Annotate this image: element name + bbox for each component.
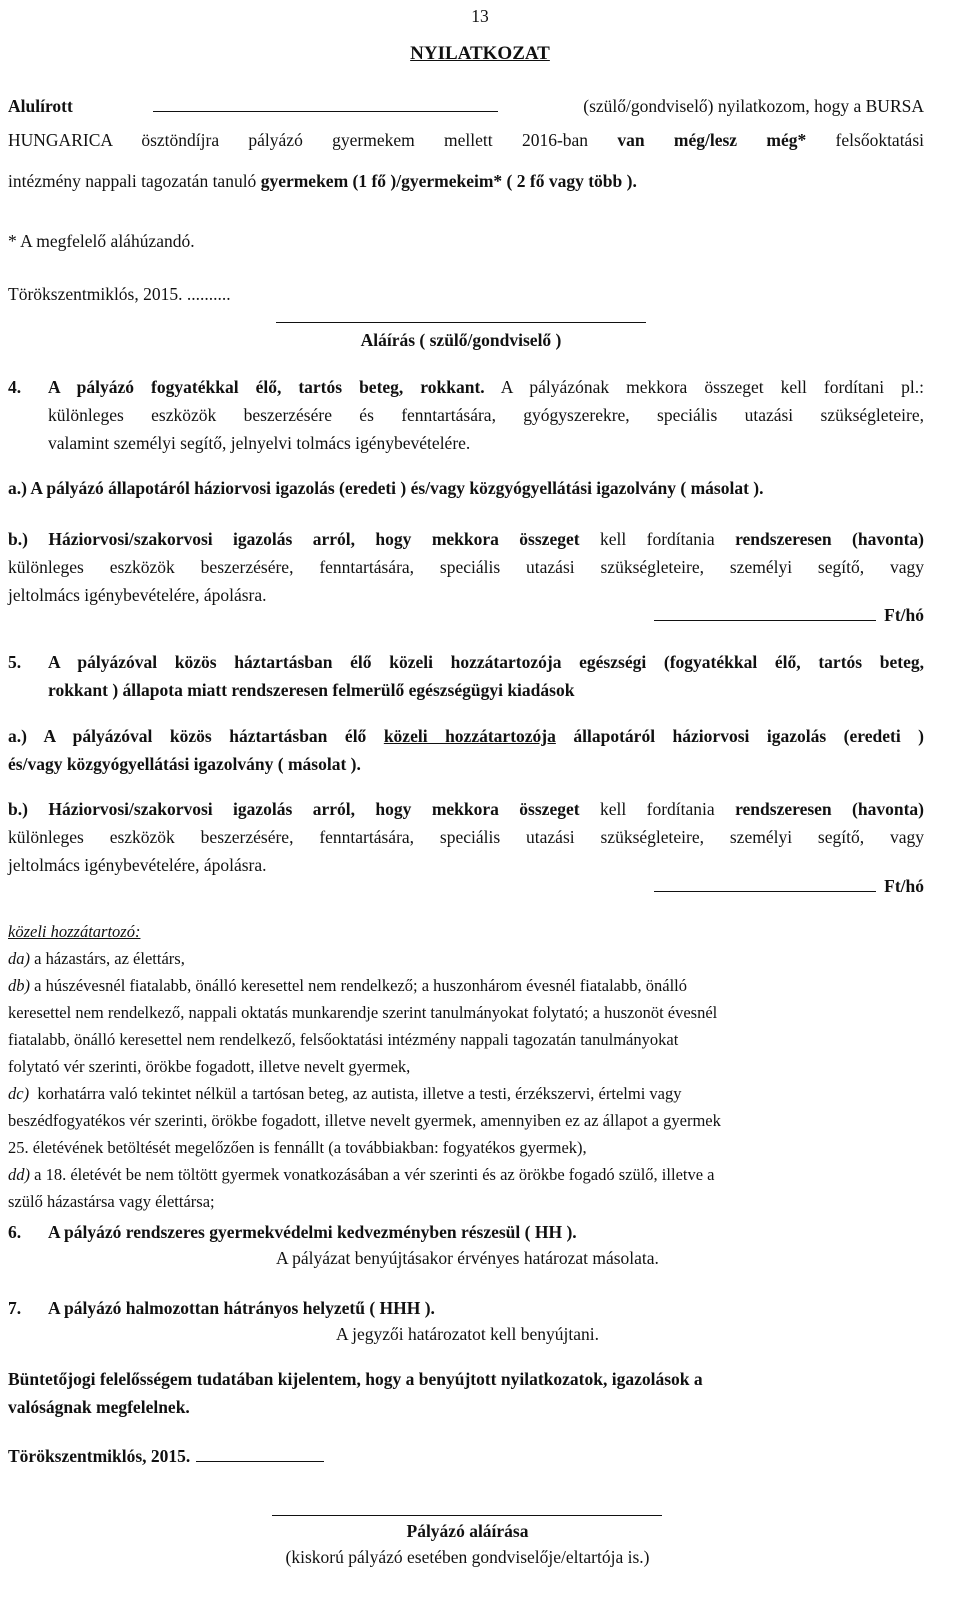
section-4b: b.) Háziorvosi/szakorvosi igazolás arról, hogy mekkora összeget kell fordítania rendszeresen (havonta) különleges eszközök beszerzésére, fenntartására, speciális utazási szükségleteire, személyi segítő, vagy jeltolmács igénybevételére, ápolásra.	[8, 529, 925, 605]
place-date-2: Törökszentmiklós, 2015.	[8, 1446, 191, 1466]
section-7-note: A jegyzői határozatot kell benyújtani.	[336, 1324, 599, 1344]
place-date-2-row	[8, 1442, 324, 1470]
intro-l1-rest: (szülő/gondviselő) nyilatkozom, hogy a BURSA	[583, 96, 924, 116]
place-date-1: Törökszentmiklós, 2015. ..........	[8, 284, 231, 304]
signature-note-2: (kiskorú pályázó esetében gondviselője/eltartója is.)	[285, 1547, 650, 1567]
amount-row-4: Ft/hó	[654, 600, 924, 629]
section-5: 5. A pályázóval közös háztartásban élő közeli hozzátartozója egészségi (fogyatékkal élő, tartós beteg, rokkant ) állapota miatt rendszeresen felmerülő egészségügyi kiadások	[8, 652, 924, 700]
signature-line-2	[272, 1515, 662, 1516]
section-4a: a.) A pályázó állapotáról háziorvosi igazolás (eredeti ) és/vagy közgyógyellátási igazolvány ( másolat ).	[8, 478, 764, 498]
amount-blank-5	[654, 871, 876, 892]
amount-blank-4	[654, 600, 876, 621]
intro-line-1	[8, 91, 924, 120]
signature-label-1: Aláírás ( szülő/gondviselő )	[360, 330, 562, 350]
definition-block: közeli hozzátartozó: da) a házastárs, az élettárs, db) a húszévesnél fiatalabb, önálló keresettel nem rendelkező; a huszonhárom évesnél fiatalabb, önálló keresettel nem rendelkező, nappali oktatás munkarendje szerint tanulmányokat folytató; a huszonöt évesnél fiatalabb, önálló keresettel nem rendelkező, felsőoktatási intézmény nappali tagozatán tanulmányokat folytató vér szerinti, örökbe fogadott, illetve nevelt gyermek, dc) korhatárra való tekintet nélkül a tartósan beteg, az autista, illetve a testi, érzékszervi, értelmi vagy beszédfogyatékos vér szerinti, örökbe fogadott, illetve nevelt gyermek, amennyiben ez az állapot a gyermek 25. életévének betöltését megelőzően is fennállt (a továbbiakban: fogyatékos gyermek), dd) a 18. életévét be nem töltött gyermek vonatkozásában a vér szerinti és az örökbe fogadó szülő, illetve a szülő házastársa vagy élettársa;	[8, 918, 924, 1215]
intro-line-3: intézmény nappali tagozatán tanuló gyermekem (1 fő )/gyermekeim* ( 2 fő vagy több ).	[8, 171, 637, 191]
signature-line-1	[276, 322, 646, 323]
signature-label-2: Pályázó aláírása	[406, 1521, 529, 1541]
amount-row-5: Ft/hó	[654, 871, 924, 900]
section-4: 4. A pályázó fogyatékkal élő, tartós beteg, rokkant. A pályázónak mekkora összeget kell fordítani pl.: különleges eszközök beszerzésére és fenntartására, gyógyszerekre, speciális utazási szükségleteire, valamint személyi segítő, jelnyelvi tolmács igénybevételére.	[8, 377, 924, 453]
closing-statement: Büntetőjogi felelősségem tudatában kijelentem, hogy a benyújtott nyilatkozatok, igazolások a valóságnak megfelelnek.	[8, 1369, 703, 1417]
section-6-note: A pályázat benyújtásakor érvényes határozat másolata.	[276, 1248, 659, 1268]
section-5b: b.) Háziorvosi/szakorvosi igazolás arról, hogy mekkora összeget kell fordítania rendszeresen (havonta) különleges eszközök beszerzésére, fenntartására, speciális utazási szükségleteire, személyi segítő, vagy jeltolmács igénybevételére, ápolásra.	[8, 799, 925, 875]
page-number: 13	[471, 6, 489, 26]
name-blank	[153, 91, 498, 112]
date-blank	[196, 1443, 324, 1462]
footnote: * A megfelelő aláhúzandó.	[8, 231, 195, 251]
intro-line-2: HUNGARICA ösztöndíjra pályázó gyermekem mellett 2016-ban van még/lesz még* felsőoktatási	[8, 130, 924, 150]
page-title: NYILATKOZAT	[410, 43, 550, 64]
section-5a: a.) A pályázóval közös háztartásban élő közeli hozzátartozója állapotáról háziorvosi igazolás (eredeti ) és/vagy közgyógyellátási igazolvány ( másolat ).	[8, 726, 925, 774]
intro-alulirott: Alulírott	[8, 96, 73, 116]
definition-heading: közeli hozzátartozó:	[8, 922, 141, 941]
